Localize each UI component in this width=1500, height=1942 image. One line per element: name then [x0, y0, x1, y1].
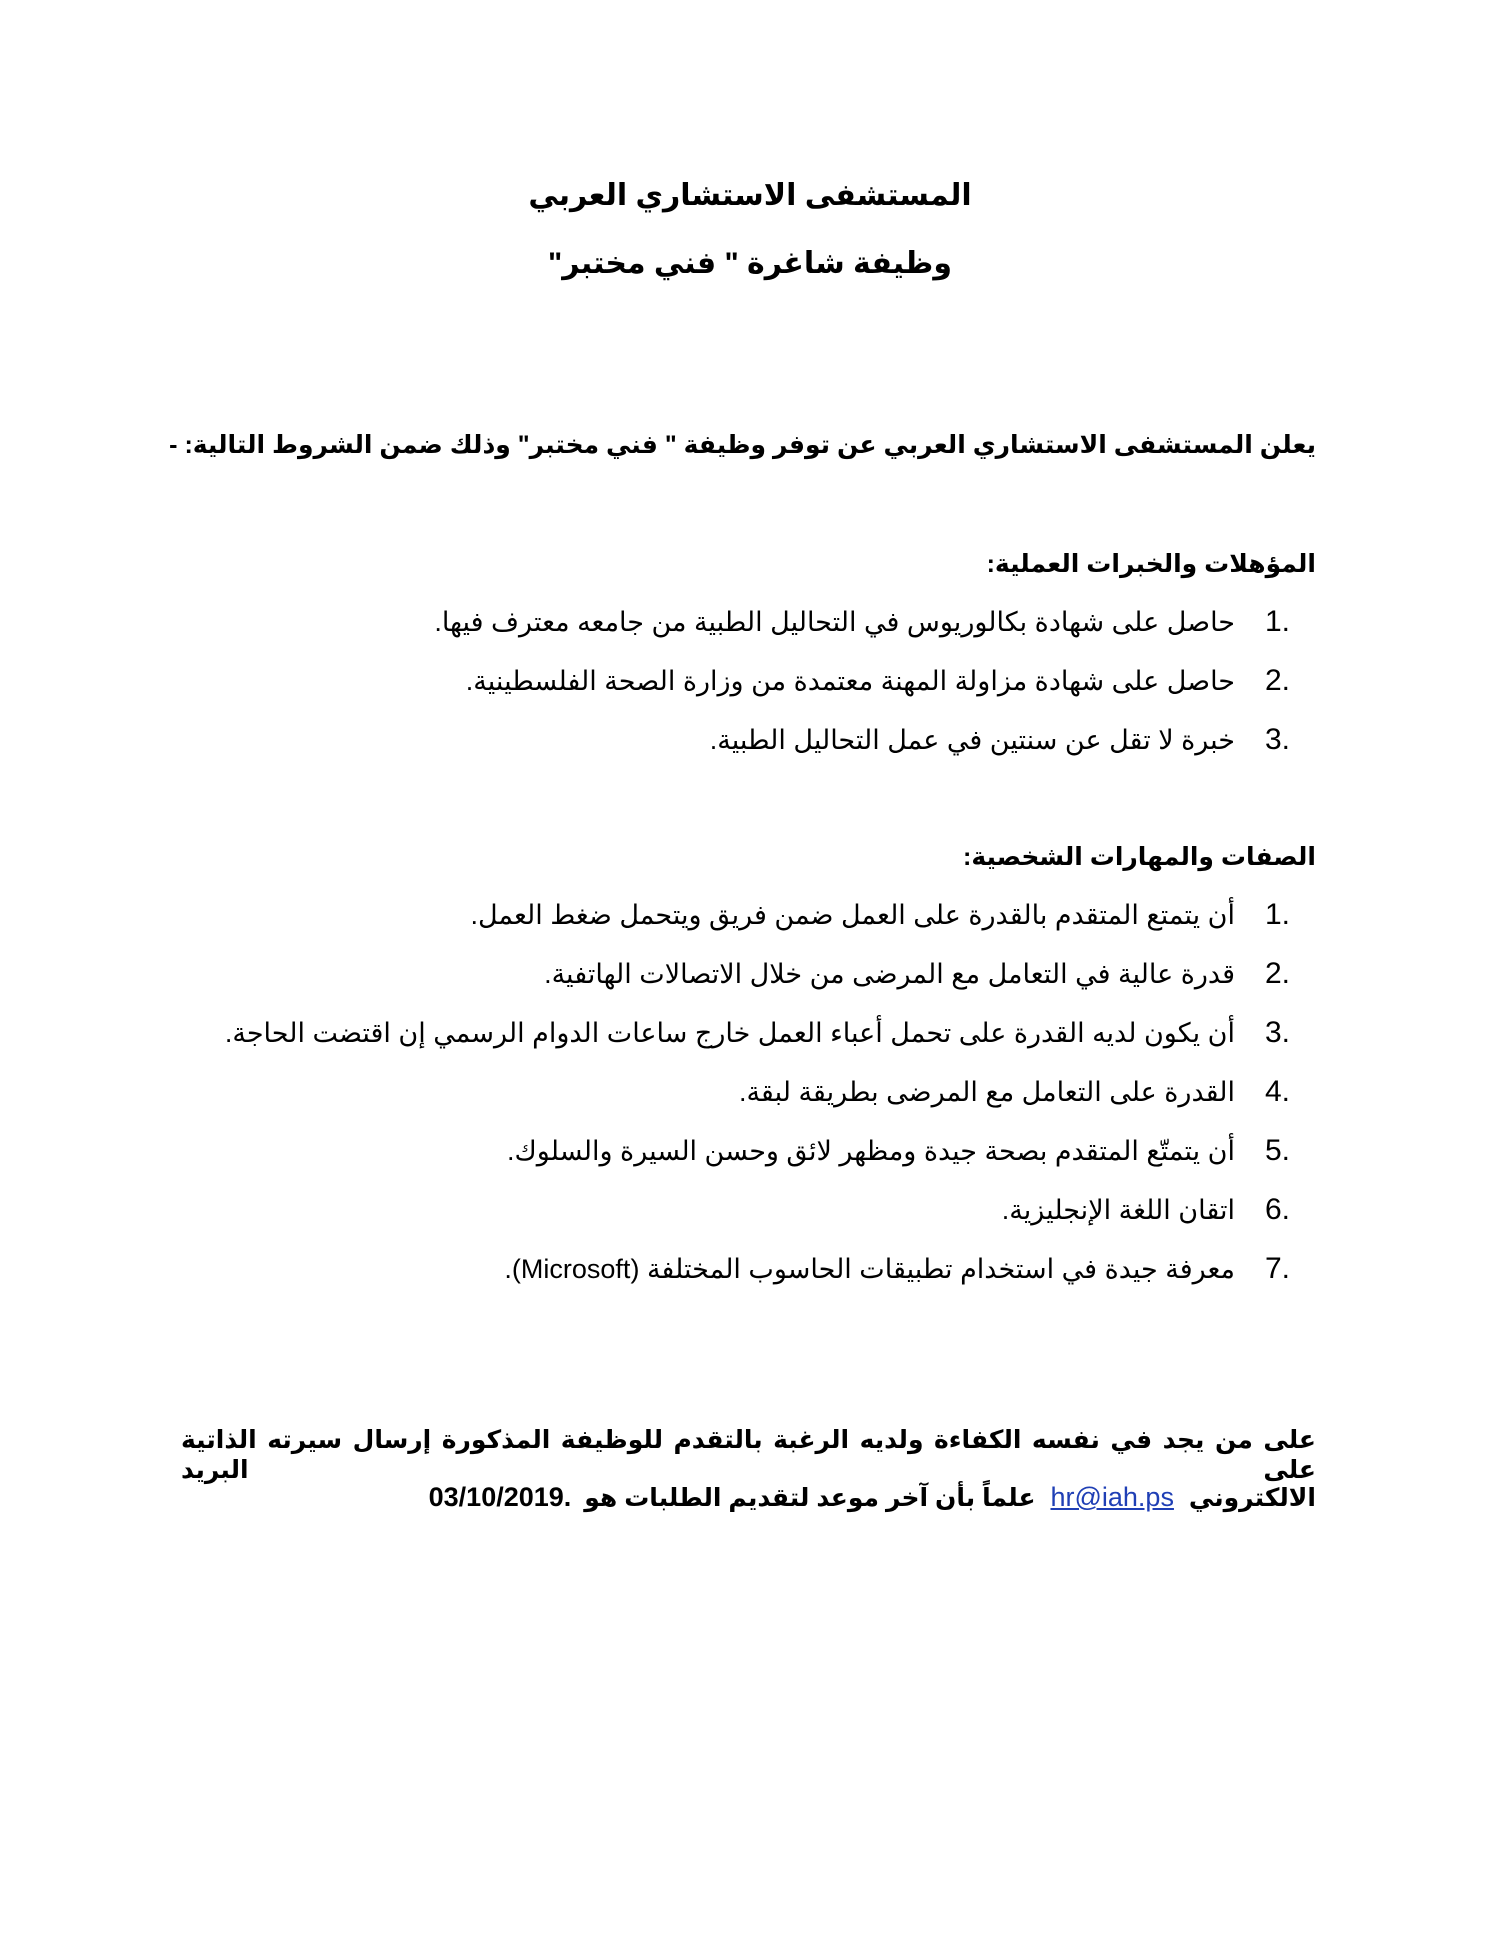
list-item-number: 5. [1264, 1134, 1290, 1167]
email-label: الالكتروني [1188, 1484, 1316, 1512]
list-item [434, 603, 1290, 662]
qualifications-list [434, 603, 1290, 780]
list-item-number: 4. [1264, 1075, 1290, 1108]
list-item-text: أن يتمتع المتقدم بالقدرة على العمل ضمن فريق ويتحمل ضغط العمل. [470, 900, 1235, 930]
list-item [225, 1250, 1290, 1309]
list-item-number: 2. [1264, 664, 1290, 697]
deadline-date: 03/10/2019. [428, 1482, 572, 1512]
job-title-heading: وظيفة شاغرة " فني مختبر" [548, 247, 952, 280]
list-item [225, 896, 1290, 955]
intro-paragraph: يعلن المستشفى الاستشاري العربي عن توفر وظيفة " فني مختبر" وذلك ضمن الشروط التالية: - [169, 431, 1316, 459]
list-item-number: 3. [1264, 1016, 1290, 1049]
list-item-number: 1. [1264, 898, 1290, 931]
list-item-number: 1. [1264, 605, 1290, 638]
closing-paragraph-line-2 [429, 1482, 1316, 1513]
list-item [434, 721, 1290, 780]
list-item [225, 1132, 1290, 1191]
list-item-text: حاصل على شهادة مزاولة المهنة معتمدة من وزارة الصحة الفلسطينية. [465, 666, 1235, 696]
list-item-number: 6. [1264, 1193, 1290, 1226]
email-link[interactable]: hr@iah.ps [1050, 1482, 1174, 1512]
list-item-text: أن يتمتّع المتقدم بصحة جيدة ومظهر لائق وحسن السيرة والسلوك. [507, 1136, 1235, 1166]
list-item-text: أن يكون لديه القدرة على تحمل أعباء العمل خارج ساعات الدوام الرسمي إن اقتضت الحاجة. [224, 1018, 1235, 1048]
list-item-text: اتقان اللغة الإنجليزية. [1001, 1195, 1235, 1225]
list-item-text: قدرة عالية في التعامل مع المرضى من خلال الاتصالات الهاتفية. [544, 959, 1235, 989]
list-item [225, 1073, 1290, 1132]
skills-heading: الصفات والمهارات الشخصية: [963, 843, 1316, 871]
qualifications-heading: المؤهلات والخبرات العملية: [986, 550, 1316, 578]
list-item-number: 7. [1264, 1252, 1290, 1285]
list-item-number: 3. [1264, 723, 1290, 756]
list-item-text: حاصل على شهادة بكالوريوس في التحاليل الطبية من جامعه معترف فيها. [434, 607, 1235, 637]
list-item-text: خبرة لا تقل عن سنتين في عمل التحاليل الطبية. [709, 725, 1235, 755]
list-item [225, 1014, 1290, 1073]
list-item-text: معرفة جيدة في استخدام تطبيقات الحاسوب المختلفة (Microsoft). [504, 1254, 1235, 1284]
list-item [225, 1191, 1290, 1250]
hospital-name-title: المستشفى الاستشاري العربي [528, 179, 972, 212]
list-item-number: 2. [1264, 957, 1290, 990]
list-item [434, 662, 1290, 721]
deadline-sentence: علماً بأن آخر موعد لتقديم الطلبات هو [584, 1484, 1036, 1512]
skills-list [225, 896, 1290, 1309]
list-item-text: القدرة على التعامل مع المرضى بطريقة لبقة. [738, 1077, 1235, 1107]
closing-paragraph-line-1: على من يجد في نفسه الكفاءة ولديه الرغبة بالتقدم للوظيفة المذكورة إرسال سيرته الذاتية على البريد [181, 1426, 1317, 1484]
list-item [225, 955, 1290, 1014]
